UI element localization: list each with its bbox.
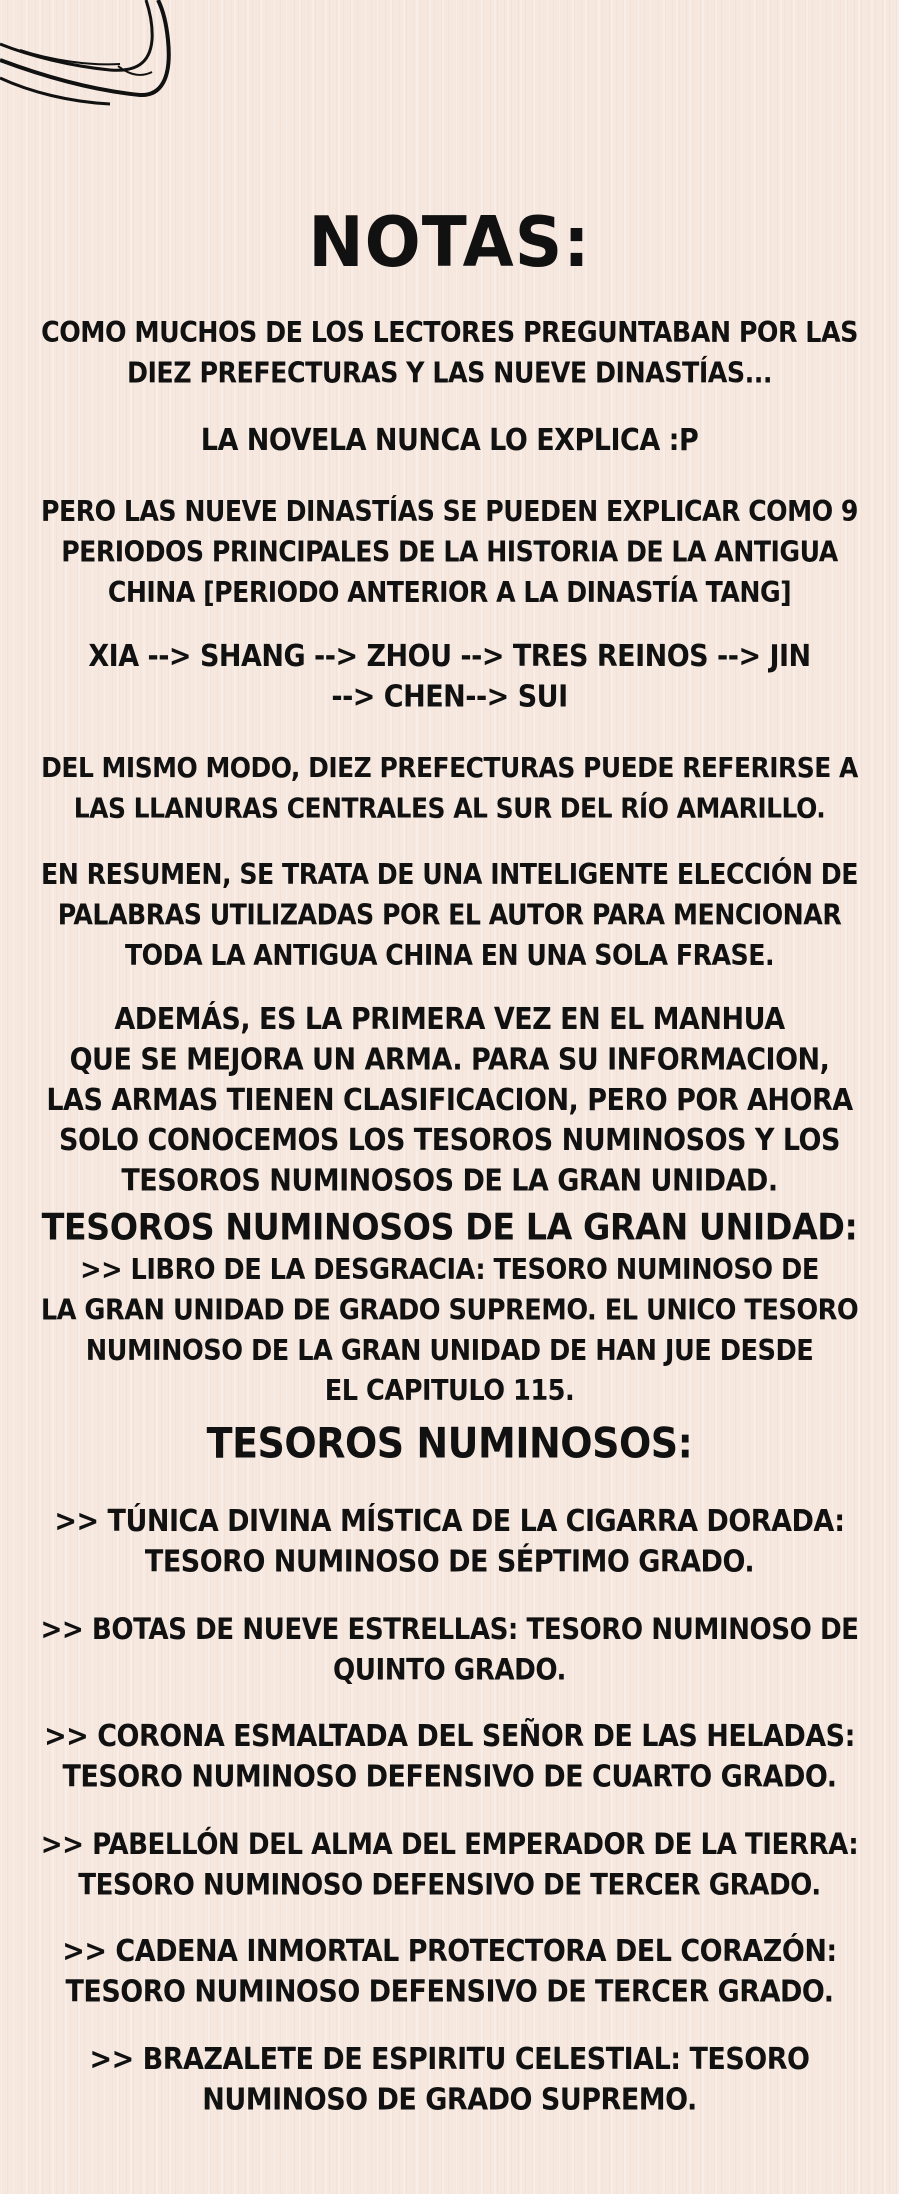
- paragraph-readers-question: COMO MUCHOS DE LOS LECTORES PREGUNTABAN POR LAS DIEZ PREFECTURAS Y LAS NUEVE DINASTÍAS...: [41, 315, 858, 390]
- paragraph-summary: EN RESUMEN, SE TRATA DE UNA INTELIGENTE ELECCIÓN DE PALABRAS UTILIZADAS POR EL AUTOR PARA MENCIONAR TODA LA ANTIGUA CHINA EN UNA SOLA FRASE.: [41, 858, 858, 972]
- numinous-treasure-item: >> CADENA INMORTAL PROTECTORA DEL CORAZÓN: TESORO NUMINOSO DEFENSIVO DE TERCER GRADO.: [62, 1934, 837, 2010]
- great-unity-treasure-entry: >> LIBRO DE LA DESGRACIA: TESORO NUMINOSO DE LA GRAN UNIDAD DE GRADO SUPREMO. EL UNICO TESORO NUMINOSO DE LA GRAN UNIDAD DE HAN JUE DESDE EL CAPITULO 115.: [40, 1253, 859, 1408]
- paragraph-dynasty-sequence: XIA --> SHANG --> ZHOU --> TRES REINOS --> JIN --> CHEN--> SUI: [88, 639, 811, 715]
- paragraph-weapon-upgrade: ADEMÁS, ES LA PRIMERA VEZ EN EL MANHUA QUE SE MEJORA UN ARMA. PARA SU INFORMACION, LAS ARMAS TIENEN CLASIFICACION, PERO POR AHORA SOLO CONOCEMOS LOS TESOROS NUMINOSOS Y LOS TESOROS NUMINOSOS DE LA GRAN UNIDAD.: [46, 1002, 853, 1199]
- paragraph-novel-note: LA NOVELA NUNCA LO EXPLICA :P: [200, 423, 699, 458]
- heading-numinous-treasures: TESOROS NUMINOSOS:: [206, 1419, 693, 1468]
- paragraph-ten-prefectures: DEL MISMO MODO, DIEZ PREFECTURAS PUEDE REFERIRSE A LAS LLANURAS CENTRALES AL SUR DEL RÍO AMARILLO.: [41, 751, 858, 825]
- numinous-treasure-item: >> CORONA ESMALTADA DEL SEÑOR DE LAS HELADAS: TESORO NUMINOSO DEFENSIVO DE CUARTO GRADO.: [44, 1719, 855, 1795]
- page-title: NOTAS:: [308, 201, 591, 283]
- numinous-treasure-item: >> BOTAS DE NUEVE ESTRELLAS: TESORO NUMINOSO DE QUINTO GRADO.: [40, 1613, 859, 1688]
- numinous-treasure-item: >> PABELLÓN DEL ALMA DEL EMPERADOR DE LA TIERRA: TESORO NUMINOSO DEFENSIVO DE TERCER GRADO.: [40, 1828, 859, 1903]
- numinous-treasure-item: >> BRAZALETE DE ESPIRITU CELESTIAL: TESORO NUMINOSO DE GRADO SUPREMO.: [89, 2042, 810, 2118]
- heading-great-unity-treasures: TESOROS NUMINOSOS DE LA GRAN UNIDAD:: [41, 1205, 858, 1249]
- paragraph-nine-dynasties: PERO LAS NUEVE DINASTÍAS SE PUEDEN EXPLICAR COMO 9 PERIODOS PRINCIPALES DE LA HISTORIA DE LA ANTIGUA CHINA [PERIODO ANTERIOR A LA DINASTÍA TANG]: [41, 495, 858, 609]
- numinous-treasure-item: >> TÚNICA DIVINA MÍSTICA DE LA CIGARRA DORADA: TESORO NUMINOSO DE SÉPTIMO GRADO.: [54, 1504, 845, 1580]
